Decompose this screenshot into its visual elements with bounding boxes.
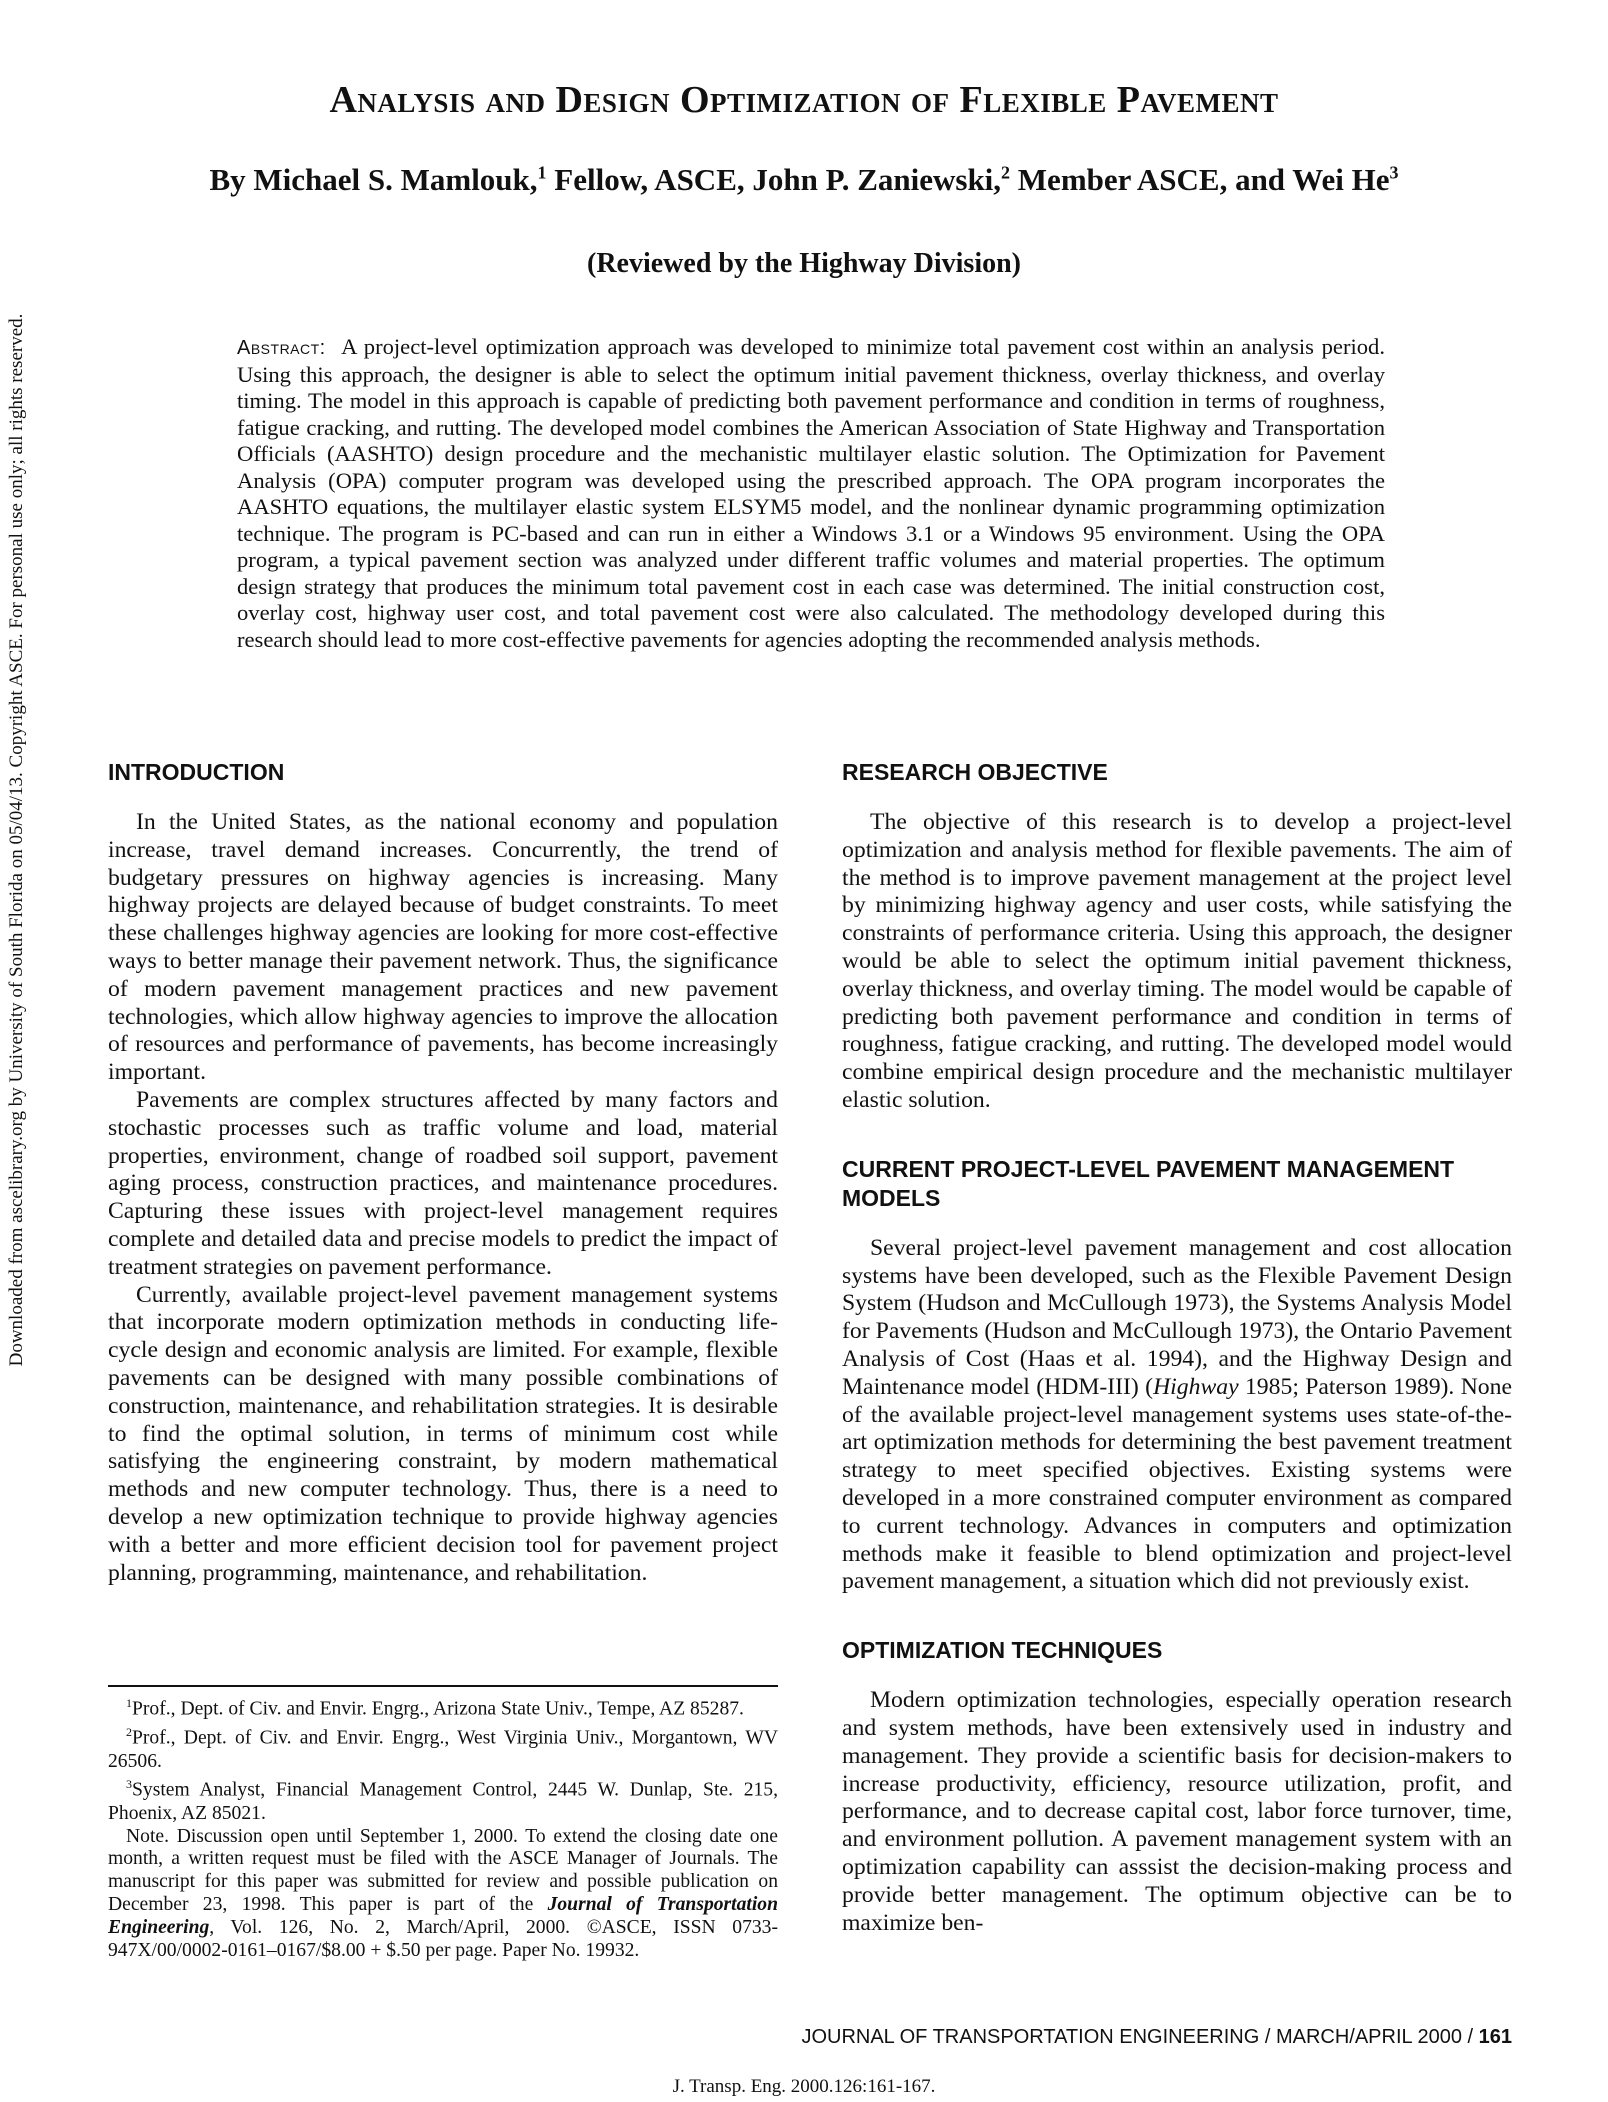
author-1-footnote-mark: 1	[537, 162, 547, 183]
footer-journal-text: JOURNAL OF TRANSPORTATION ENGINEERING / MARCH/APRIL 2000 /	[801, 2026, 1479, 2048]
page-number: 161	[1478, 2026, 1512, 2048]
section-heading-current-models: CURRENT PROJECT-LEVEL PAVEMENT MANAGEMENT MODELS	[842, 1155, 1455, 1211]
abstract	[237, 334, 1385, 653]
abstract-label: Abstract:	[237, 337, 326, 359]
section-heading-introduction: INTRODUCTION	[108, 759, 285, 785]
footnote-2	[108, 1721, 778, 1773]
footnote-1-text: Prof., Dept. of Civ. and Envir. Engrg., Arizona State Univ., Tempe, AZ 85287.	[132, 1698, 744, 1720]
author-3-footnote-mark: 3	[1389, 162, 1399, 183]
introduction-paragraph-2: Pavements are complex structures affected by many factors and stochastic processes such as traffic volume and load, material properties, environment, change of roadbed soil support, pavement aging process, construction practices, and maintenance procedures. Capturing these issues with project-level management requires complete and detailed data and precise models to predict the impact of treatment strategies on pavement performance.	[108, 1086, 778, 1280]
footnote-3-text: System Analyst, Financial Management Control, 2445 W. Dunlap, Ste. 215, Phoenix, AZ 85021.	[108, 1779, 778, 1824]
optimization-paragraph: Modern optimization technologies, especially operation research and system methods, have been extensively used in industry and management. They provide a scientific basis for decision-makers to increase productivity, efficiency, resource utilization, profit, and performance, and to decrease capital cost, labor force turnover, time, and environment pollution. A pavement management system with an optimization capability can asssist the decision-making process and provide better management. The optimum objective can be to maximize ben-	[842, 1687, 1512, 1936]
footnote-1-mark: 1	[126, 1696, 132, 1710]
author-3: Member ASCE, and Wei He	[1010, 162, 1390, 197]
footnote-3-mark: 3	[126, 1777, 132, 1792]
research-objective-paragraph: The objective of this research is to develop a project-level optimization and analysis method for flexible pavements. The aim of the method is to improve pavement management at the project level by minimizing highway agency and user costs, while satisfying the constraints of performance criteria. Using this approach, the designer would be able to select the optimum initial pavement thickness, overlay thickness, and overlay timing. The model would be capable of predicting both pavement performance and condition in terms of roughness, fatigue cracking, and rutting. The developed model would combine empirical design procedure and the mechanistic multilayer elastic solution.	[842, 809, 1512, 1113]
introduction-paragraph-1: In the United States, as the national economy and population increase, travel demand increases. Concurrently, the trend of budgetary pressures on highway agencies is increasing. Many highway projects are delayed because of budget constraints. To meet these challenges highway agencies are looking for more cost-effective ways to better manage their pavement network. Thus, the significance of modern pavement management practices and new pavement technologies, which allow highway agencies to improve the allocation of resources and performance of pavements, has become increasingly important.	[108, 809, 778, 1086]
publication-note-text: Note. Discussion open until September 1, 2000. To extend the closing date one month, a written request must be filed with the ASCE Manager of Journals. The manuscript for this paper was submitted for review and possible publication on December 23, 1998. This paper is part of the	[108, 1825, 778, 1915]
footnote-2-text: Prof., Dept. of Civ. and Envir. Engrg., West Virginia Univ., Morgantown, WV 26506.	[108, 1727, 778, 1772]
current-models-italic: Highway	[1153, 1373, 1239, 1400]
section-heading-research-objective: RESEARCH OBJECTIVE	[842, 759, 1108, 785]
footnote-2-mark: 2	[126, 1725, 132, 1740]
footnote-1	[108, 1692, 778, 1721]
publication-note-details: , Vol. 126, No. 2, March/April, 2000. ©ASCE, ISSN 0733-947X/00/0002-0161–0167/$8.00 + $.50 per page. Paper No. 19932.	[108, 1916, 778, 1961]
current-models-paragraph	[842, 1235, 1512, 1596]
citation-line: J. Transp. Eng. 2000.126:161-167.	[672, 2076, 936, 2097]
author-2-footnote-mark: 2	[1001, 162, 1011, 183]
section-heading-optimization: OPTIMIZATION TECHNIQUES	[842, 1637, 1163, 1664]
right-column	[842, 758, 1512, 1937]
author-2: Fellow, ASCE, John P. Zaniewski,	[546, 162, 1002, 197]
current-models-text-b: 1985; Paterson 1989). None of the available project-level management systems uses state-of-the-art optimization methods for determining the best pavement treatment strategy to meet specified objectives. Existing systems were developed in a more constrained computer environment as compared to current technology. Advances in computers and optimization methods make it feasible to blend optimization and project-level pavement management, a situation which did not previously exist.	[842, 1373, 1513, 1595]
left-column	[108, 758, 778, 1587]
author-1: By Michael S. Mamlouk,	[209, 162, 538, 197]
current-models-text-a: Several project-level pavement management and cost allocation systems have been developed, such as the Flexible Pavement Design System (Hudson and McCullough 1973), the Systems Analysis Model for Pavements (Hudson and McCullough 1973), the Ontario Pavement Analysis of Cost (Haas et al. 1994), and the Highway Design and Maintenance model (HDM-III) (	[842, 1234, 1512, 1400]
paper-title: Analysis and Design Optimization of Flexible Pavement	[329, 79, 1279, 121]
introduction-paragraph-3: Currently, available project-level pavement management systems that incorporate modern optimization methods in conducting life-cycle design and economic analysis are limited. For example, flexible pavements can be designed with many possible combinations of construction, maintenance, and rehabilitation strategies. It is desirable to find the optimal solution, in terms of minimum cost while satisfying the engineering constraint, by modern mathematical methods and new computer technology. Thus, there is a need to develop a new optimization technique to provide highway agencies with a better and more efficient decision tool for pavement project planning, programming, maintenance, and rehabilitation.	[108, 1281, 778, 1586]
footnote-3	[108, 1773, 778, 1825]
abstract-text: A project-level optimization approach was developed to minimize total pavement cost within an analysis period. Using this approach, the designer is able to select the optimum initial pavement thickness, overlay thickness, and overlay timing. The model in this approach is capable of predicting both pavement performance and condition in terms of roughness, fatigue cracking, and rutting. The developed model combines the American Association of State Highway and Transportation Officials (AASHTO) design procedure and the mechanistic multilayer elastic solution. The Optimization for Pavement Analysis (OPA) computer program was developed using the prescribed approach. The OPA program incorporates the AASHTO equations, the multilayer elastic system ELSYM5 model, and the nonlinear dynamic programming optimization technique. The program is PC-based and can run in either a Windows 3.1 or a Windows 95 environment. Using the OPA program, a typical pavement section was analyzed under different traffic volumes and material properties. The optimum design strategy that produces the minimum total pavement cost in each case was determined. The initial construction cost, overlay cost, highway user cost, and total pavement cost were also calculated. The methodology developed during this research should lead to more cost-effective pavements for agencies adopting the recommended analysis methods.	[237, 334, 1386, 652]
publication-note	[108, 1826, 778, 1963]
running-footer	[600, 2026, 1512, 2049]
reviewed-by: (Reviewed by the Highway Division)	[587, 248, 1021, 279]
footnotes	[108, 1692, 778, 1962]
footnote-divider	[108, 1685, 778, 1687]
journal-name: Journal of Transportation Engineering	[108, 1893, 778, 1938]
download-notice: Downloaded from ascelibrary.org by University of South Florida on 05/04/13. Copyright ASCE. For personal use only; all rights reserved.	[6, 313, 27, 1367]
author-line	[80, 162, 1528, 198]
